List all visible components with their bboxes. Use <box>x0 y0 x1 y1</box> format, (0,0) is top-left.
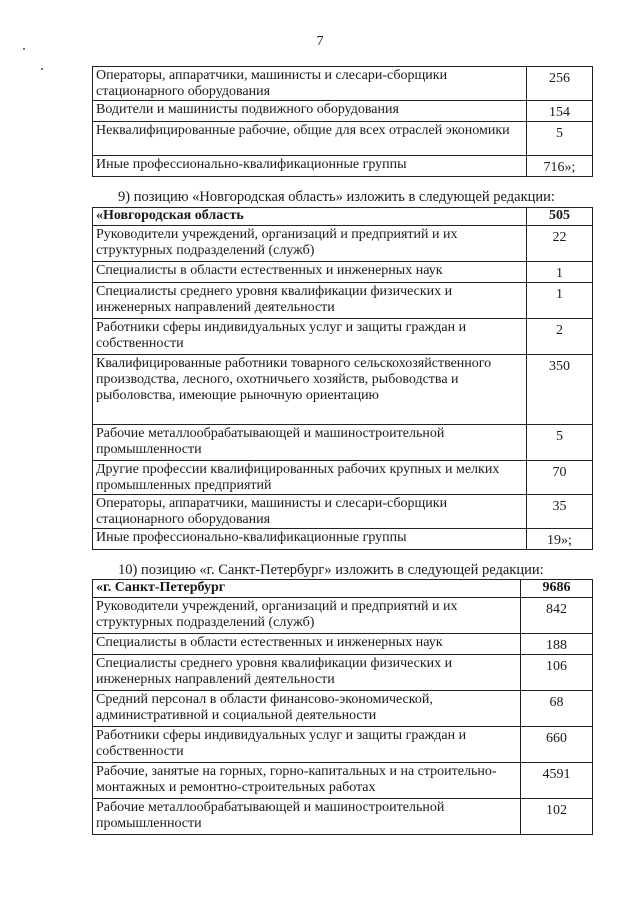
table-top <box>92 66 593 177</box>
table-row <box>93 529 593 550</box>
table-spb <box>92 579 593 835</box>
row-value: 660 <box>521 727 593 763</box>
row-value: 5 <box>527 122 593 156</box>
row-name: Работники сферы индивидуальных услуг и защиты граждан и собственности <box>93 727 521 763</box>
row-name: Рабочие металлообрабатывающей и машиностроительной промышленности <box>93 799 521 835</box>
row-value: 154 <box>527 101 593 122</box>
table-row <box>93 799 593 835</box>
table-novgorod <box>92 207 593 550</box>
row-name: Водители и машинисты подвижного оборудования <box>93 101 527 122</box>
row-name: Работники сферы индивидуальных услуг и защиты граждан и собственности <box>93 319 527 355</box>
row-name: Операторы, аппаратчики, машинисты и слесари-сборщики стационарного оборудования <box>93 495 527 529</box>
table-row <box>93 319 593 355</box>
table-row <box>93 461 593 495</box>
table-header-row <box>93 580 593 598</box>
table-row <box>93 763 593 799</box>
table-row <box>93 634 593 655</box>
row-name: Специалисты в области естественных и инженерных наук <box>93 634 521 655</box>
row-value: 35 <box>527 495 593 529</box>
table-row <box>93 727 593 763</box>
row-name: Руководители учреждений, организаций и предприятий и их структурных подразделений (служб) <box>93 598 521 634</box>
region-name: «г. Санкт-Петербург <box>93 580 521 598</box>
table-row <box>93 156 593 177</box>
row-name: Рабочие, занятые на горных, горно-капитальных и на строительно-монтажных и ремонтно-строительных работах <box>93 763 521 799</box>
row-name: Другие профессии квалифицированных рабочих крупных и мелких промышленных предприятий <box>93 461 527 495</box>
table-row <box>93 495 593 529</box>
table-row <box>93 262 593 283</box>
row-name: Операторы, аппаратчики, машинисты и слесари-сборщики стационарного оборудования <box>93 67 527 101</box>
row-name: Квалифицированные работники товарного сельскохозяйственного производства, лесного, охотничьего хозяйств, рыбоводства и рыболовства, имеющие рыночную ориентацию <box>93 355 527 425</box>
row-value: 256 <box>527 67 593 101</box>
row-name: Рабочие металлообрабатывающей и машиностроительной промышленности <box>93 425 527 461</box>
row-value: 22 <box>527 226 593 262</box>
region-name: «Новгородская область <box>93 208 527 226</box>
table-header-row <box>93 208 593 226</box>
row-value: 68 <box>521 691 593 727</box>
row-name: Иные профессионально-квалификационные группы <box>93 156 527 177</box>
table-row <box>93 283 593 319</box>
region-total: 9686 <box>521 580 593 598</box>
row-name: Средний персонал в области финансово-экономической, административной и социальной деятельности <box>93 691 521 727</box>
scan-speck <box>41 68 43 70</box>
row-value: 106 <box>521 655 593 691</box>
row-name: Специалисты в области естественных и инженерных наук <box>93 262 527 283</box>
table-row <box>93 655 593 691</box>
table-row <box>93 425 593 461</box>
row-name: Специалисты среднего уровня квалификации физических и инженерных направлений деятельности <box>93 655 521 691</box>
section-9-intro: 9) позицию «Новгородская область» изложить в следующей редакции: <box>118 189 555 205</box>
row-value: 5 <box>527 425 593 461</box>
region-total: 505 <box>527 208 593 226</box>
table-row <box>93 691 593 727</box>
page-number: 7 <box>316 34 324 49</box>
row-value: 1 <box>527 262 593 283</box>
row-value: 102 <box>521 799 593 835</box>
table-row <box>93 598 593 634</box>
row-value: 4591 <box>521 763 593 799</box>
row-value: 350 <box>527 355 593 425</box>
table-row <box>93 122 593 156</box>
row-name: Специалисты среднего уровня квалификации физических и инженерных направлений деятельности <box>93 283 527 319</box>
row-value: 70 <box>527 461 593 495</box>
table-row <box>93 101 593 122</box>
row-value: 2 <box>527 319 593 355</box>
table-row <box>93 226 593 262</box>
row-name: Руководители учреждений, организаций и предприятий и их структурных подразделений (служб) <box>93 226 527 262</box>
row-name: Неквалифицированные рабочие, общие для всех отраслей экономики <box>93 122 527 156</box>
row-name: Иные профессионально-квалификационные группы <box>93 529 527 550</box>
row-value: 1 <box>527 283 593 319</box>
row-value: 716»; <box>527 156 593 177</box>
table-row <box>93 67 593 101</box>
row-value: 188 <box>521 634 593 655</box>
row-value: 19»; <box>527 529 593 550</box>
row-value: 842 <box>521 598 593 634</box>
table-row <box>93 355 593 425</box>
section-10-intro: 10) позицию «г. Санкт-Петербург» изложить в следующей редакции: <box>118 562 544 578</box>
